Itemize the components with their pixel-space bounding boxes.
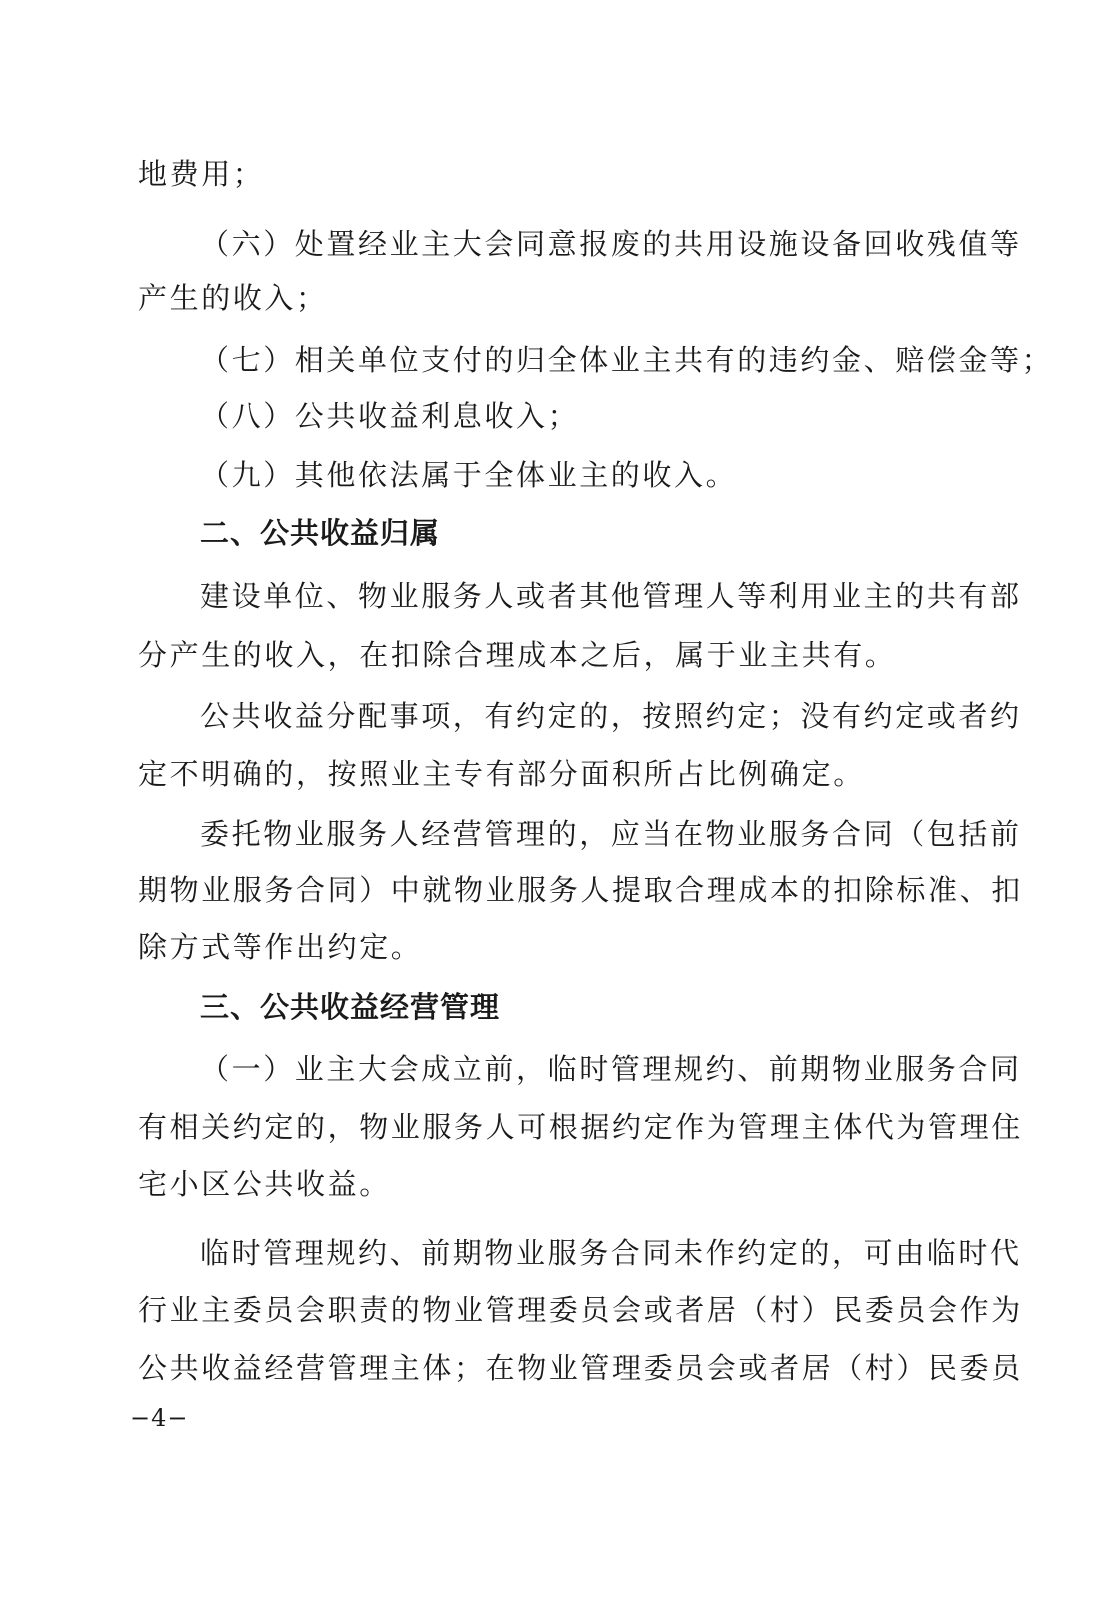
text-line: （六）处置经业主大会同意报废的共用设施设备回收残值等 xyxy=(200,227,1022,261)
text-line: 有相关约定的，物业服务人可根据约定作为管理主体代为管理住 xyxy=(138,1110,1023,1144)
section-heading: 二、公共收益归属 xyxy=(200,516,441,550)
text-line: 产生的收入； xyxy=(138,281,328,315)
text-line: 公共收益经营管理主体；在物业管理委员会或者居（村）民委员 xyxy=(138,1351,1023,1385)
text-line: （九）其他依法属于全体业主的收入。 xyxy=(200,458,738,492)
text-line: 地费用； xyxy=(138,157,265,191)
text-line: （一）业主大会成立前，临时管理规约、前期物业服务合同 xyxy=(200,1052,1022,1086)
text-line: 除方式等作出约定。 xyxy=(138,930,423,964)
text-line: 委托物业服务人经营管理的，应当在物业服务合同（包括前 xyxy=(200,817,1022,851)
text-line: （八）公共收益利息收入； xyxy=(200,399,580,433)
text-line: 临时管理规约、前期物业服务合同未作约定的，可由临时代 xyxy=(200,1236,1022,1270)
text-line: 宅小区公共收益。 xyxy=(138,1167,391,1201)
text-line: 公共收益分配事项，有约定的，按照约定；没有约定或者约 xyxy=(200,699,1022,733)
text-line: 行业主委员会职责的物业管理委员会或者居（村）民委员会作为 xyxy=(138,1293,1023,1327)
text-line: 分产生的收入，在扣除合理成本之后，属于业主共有。 xyxy=(138,638,897,672)
text-line: 期物业服务合同）中就物业服务人提取合理成本的扣除标准、扣 xyxy=(138,873,1023,907)
text-line: 建设单位、物业服务人或者其他管理人等利用业主的共有部 xyxy=(200,579,1022,613)
page-number: −4− xyxy=(130,1404,189,1432)
text-line: 定不明确的，按照业主专有部分面积所占比例确定。 xyxy=(138,757,865,791)
text-line: （七）相关单位支付的归全体业主共有的违约金、赔偿金等； xyxy=(200,343,1054,377)
section-heading: 三、公共收益经营管理 xyxy=(200,990,501,1024)
